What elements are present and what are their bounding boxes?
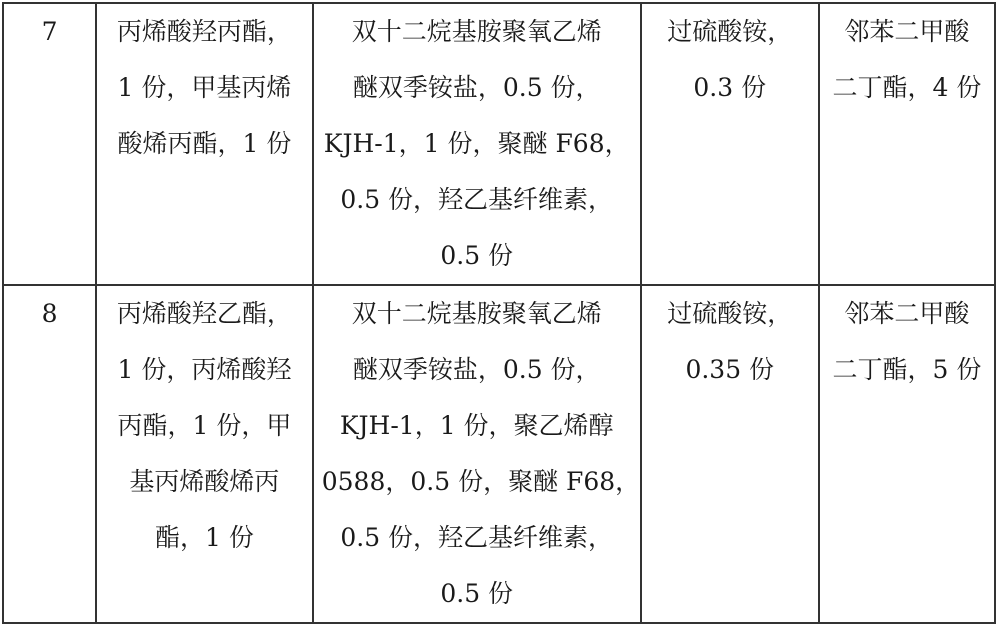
- table-row: [3, 285, 995, 623]
- initiator-line: 0.3 份: [693, 73, 767, 102]
- example-number: 7: [41, 17, 58, 46]
- monomer-line: 丙烯酸羟丙酯，: [116, 17, 292, 46]
- surfactant-line: 醚双季铵盐，0.5 份，: [352, 355, 601, 384]
- surfactant-line: 0.5 份: [440, 241, 514, 270]
- monomer-line: 1 份，丙烯酸羟: [117, 355, 292, 384]
- plasticizer-cell: [819, 285, 995, 623]
- surfactant-line: 0588，0.5 份，聚醚 F68，: [321, 467, 641, 496]
- example-number: 8: [41, 299, 58, 328]
- surfactant-line: 0.5 份，羟乙基纤维素，: [340, 185, 614, 214]
- example-number-cell: [3, 285, 96, 623]
- monomer-line: 酯，1 份: [155, 523, 254, 552]
- surfactant-cell: [313, 3, 641, 285]
- plasticizer-cell: [819, 3, 995, 285]
- surfactant-cell: [313, 285, 641, 623]
- table-row: [3, 3, 995, 285]
- formulation-table: [2, 2, 996, 624]
- monomer-cell: [96, 285, 313, 623]
- surfactant-line: KJH-1，1 份，聚乙烯醇: [339, 411, 614, 440]
- example-number-cell: [3, 3, 96, 285]
- surfactant-line: 0.5 份: [440, 579, 514, 608]
- surfactant-line: 双十二烷基胺聚氧乙烯: [351, 299, 602, 328]
- surfactant-line: 醚双季铵盐，0.5 份，: [352, 73, 601, 102]
- monomer-line: 丙烯酸羟乙酯，: [116, 299, 292, 328]
- initiator-cell: [641, 3, 819, 285]
- plasticizer-line: 二丁酯，4 份: [832, 73, 982, 102]
- initiator-line: 过硫酸铵，: [667, 17, 793, 46]
- initiator-line: 过硫酸铵，: [667, 299, 793, 328]
- surfactant-line: 双十二烷基胺聚氧乙烯: [351, 17, 602, 46]
- plasticizer-line: 邻苯二甲酸: [844, 17, 970, 46]
- monomer-line: 酸烯丙酯，1 份: [117, 129, 292, 158]
- monomer-cell: [96, 3, 313, 285]
- monomer-line: 丙酯，1 份，甲: [117, 411, 292, 440]
- surfactant-line: 0.5 份，羟乙基纤维素，: [340, 523, 614, 552]
- plasticizer-line: 邻苯二甲酸: [844, 299, 970, 328]
- monomer-line: 1 份，甲基丙烯: [117, 73, 292, 102]
- surfactant-line: KJH-1，1 份，聚醚 F68，: [323, 129, 630, 158]
- initiator-cell: [641, 285, 819, 623]
- initiator-line: 0.35 份: [685, 355, 775, 384]
- plasticizer-line: 二丁酯，5 份: [832, 355, 982, 384]
- monomer-line: 基丙烯酸烯丙: [129, 467, 280, 496]
